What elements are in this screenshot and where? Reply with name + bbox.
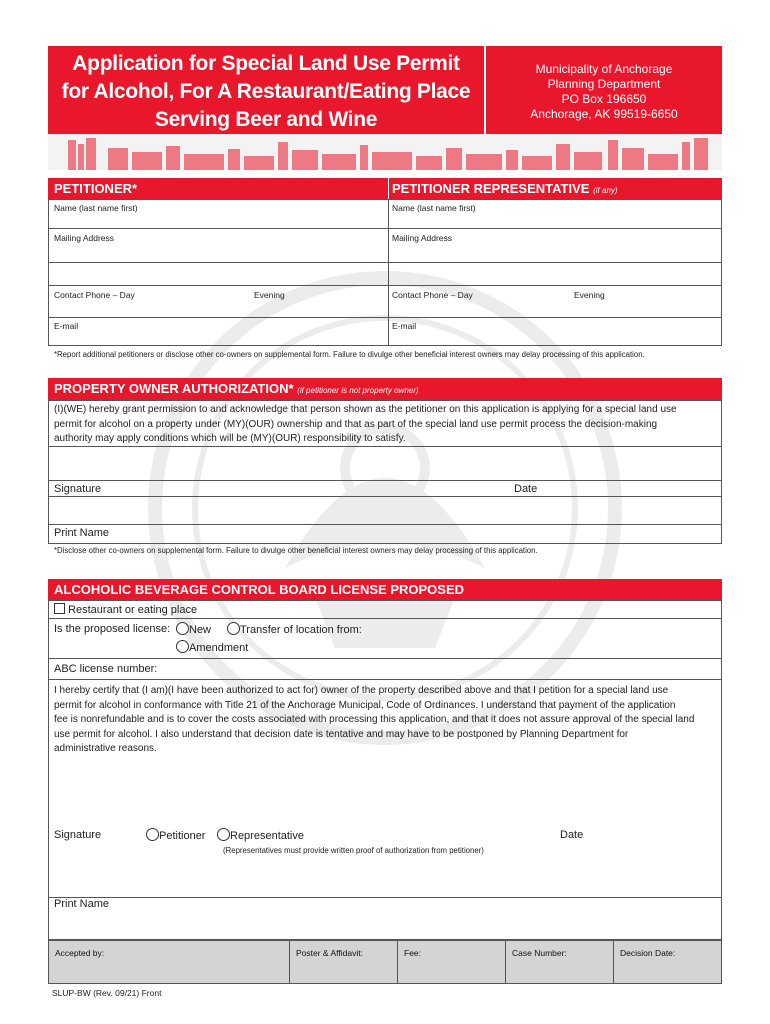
column-divider xyxy=(388,199,389,346)
department-address xyxy=(486,46,722,134)
row-divider xyxy=(48,446,722,447)
petitioner-name-field[interactable]: Name (last name first) xyxy=(54,203,138,213)
form-revision-footer: SLUP-BW (Rev. 09/21) Front xyxy=(52,988,162,998)
certification-line: permit for alcohol in conformance with Title 21 of the Anchorage Municipal, Code of Ordinances. I understand that payment of the application xyxy=(54,699,676,711)
case-number-label: Case Number: xyxy=(512,948,567,958)
signer-petitioner-label: Petitioner xyxy=(159,830,206,842)
certification-line: fee is nonrefundable and is to cover the costs associated with processing this application, and that it does not assure approval of the special land xyxy=(54,714,695,725)
row-divider xyxy=(48,317,722,318)
row-divider xyxy=(48,524,722,525)
representative-heading xyxy=(389,178,722,199)
signer-petitioner-option[interactable] xyxy=(146,828,205,842)
petitioner-mailing-field[interactable]: Mailing Address xyxy=(54,233,115,243)
certification-line: I hereby certify that (I am)(I have been authorized to act for) owner of the property described above and that I petition for a special land use xyxy=(54,685,669,696)
address-line: Municipality of Anchorage xyxy=(535,62,673,76)
petitioner-heading-text: PETITIONER* xyxy=(54,181,138,196)
representative-phone-day-field[interactable]: Contact Phone – Day xyxy=(392,290,473,300)
row-divider xyxy=(48,618,722,619)
accepted-by-label: Accepted by: xyxy=(55,948,105,958)
petitioner-evening-field[interactable]: Evening xyxy=(254,290,285,300)
applicant-print-name-field[interactable]: Print Name xyxy=(54,898,110,910)
amendment-option[interactable] xyxy=(176,640,248,654)
row-divider xyxy=(48,496,722,497)
petitioner-phone-day-field[interactable]: Contact Phone – Day xyxy=(54,290,135,300)
transfer-location-option[interactable] xyxy=(227,622,362,636)
amendment-radio[interactable] xyxy=(176,640,189,653)
address-line: PO Box 196650 xyxy=(561,92,647,106)
form-title-line: Serving Beer and Wine xyxy=(154,108,378,131)
signer-representative-radio[interactable] xyxy=(217,828,230,841)
abc-license-heading xyxy=(48,579,722,600)
representative-evening-field[interactable]: Evening xyxy=(574,290,605,300)
poster-affidavit-cell xyxy=(289,941,397,983)
signer-representative-label: Representative xyxy=(230,830,304,842)
row-divider xyxy=(48,262,722,263)
petitioner-heading xyxy=(48,178,388,199)
representative-email-field[interactable]: E-mail xyxy=(392,321,417,331)
applicant-signature-field[interactable]: Signature xyxy=(54,829,102,841)
address-line: Anchorage, AK 99519-6650 xyxy=(530,107,678,121)
fee-label: Fee: xyxy=(404,948,422,958)
owner-authorization-footnote: *Disclose other co-owners on supplemental form. Failure to divulge other beneficial interest owners may delay processing of this application. xyxy=(54,546,538,555)
certification-line: administrative reasons. xyxy=(54,743,157,754)
representative-heading-note: (if any) xyxy=(593,186,618,195)
form-title xyxy=(48,46,484,134)
owner-signature-field[interactable]: Signature xyxy=(54,483,102,495)
fee-cell xyxy=(397,941,505,983)
owner-authorization-heading xyxy=(48,378,722,400)
transfer-location-label: Transfer of location from: xyxy=(240,624,362,636)
amendment-label: Amendment xyxy=(189,642,249,654)
row-divider xyxy=(48,228,722,229)
row-divider xyxy=(48,480,722,481)
restaurant-option-label: Restaurant or eating place xyxy=(68,604,198,616)
accepted-by-cell xyxy=(49,941,289,983)
petitioner-footnote: *Report additional petitioners or disclose other co-owners on supplemental form. Failure to divulge other beneficial interest owners may delay processing of this application. xyxy=(54,350,645,359)
poster-affidavit-label: Poster & Affidavit: xyxy=(296,948,363,958)
form-title-line: for Alcohol, For A Restaurant/Eating Place xyxy=(61,80,471,103)
owner-authorization-heading-note: (if petitioner is not property owner) xyxy=(297,386,419,395)
new-license-label: New xyxy=(189,624,212,636)
applicant-date-field[interactable]: Date xyxy=(560,829,584,841)
petitioner-email-field[interactable]: E-mail xyxy=(54,321,79,331)
new-license-option[interactable] xyxy=(176,622,211,636)
owner-authorization-line: permit for alcohol on a property under (MY)(OUR) ownership and that as part of the special land use permit process the decision-making xyxy=(54,418,658,430)
form-title-line: Application for Special Land Use Permit xyxy=(72,52,460,75)
is-proposed-label: Is the proposed license: xyxy=(54,623,171,635)
address-line: Planning Department xyxy=(547,77,661,91)
signer-petitioner-radio[interactable] xyxy=(146,828,159,841)
city-skyline-graphic xyxy=(48,134,722,170)
representative-proof-note: (Representatives must provide written proof of authorization from petitioner) xyxy=(223,846,484,855)
transfer-location-radio[interactable] xyxy=(227,622,240,635)
petitioner-table xyxy=(48,199,722,346)
owner-authorization-heading-text: PROPERTY OWNER AUTHORIZATION* xyxy=(54,381,294,396)
new-license-radio[interactable] xyxy=(176,622,189,635)
signer-representative-option[interactable] xyxy=(217,828,304,842)
representative-name-field[interactable]: Name (last name first) xyxy=(392,203,476,213)
owner-authorization-line: (I)(WE) hereby grant permission to and acknowledge that person shown as the petitioner on this application is applying for a special land use xyxy=(54,404,677,415)
restaurant-checkbox[interactable] xyxy=(54,603,65,614)
abc-license-number-field[interactable]: ABC license number: xyxy=(54,663,158,675)
owner-date-field[interactable]: Date xyxy=(514,483,538,495)
owner-authorization-line: authority may apply conditions which will be (MY)(OUR) responsibility to satisfy. xyxy=(54,433,406,444)
certification-line: use permit for alcohol. I also understand that decision date is tentative and may have to be postponed by Planning Department for xyxy=(54,728,629,740)
owner-authorization-text xyxy=(54,403,718,447)
row-divider xyxy=(48,658,722,659)
decision-date-cell xyxy=(613,941,721,983)
certification-text xyxy=(54,684,718,757)
restaurant-option[interactable] xyxy=(54,603,197,616)
representative-heading-text: PETITIONER REPRESENTATIVE xyxy=(392,181,590,196)
row-divider xyxy=(48,897,722,898)
form-header xyxy=(48,46,722,134)
office-use-box xyxy=(48,940,722,984)
row-divider xyxy=(48,285,722,286)
owner-print-name-field[interactable]: Print Name xyxy=(54,527,110,539)
representative-mailing-field[interactable]: Mailing Address xyxy=(392,233,453,243)
decision-date-label: Decision Date: xyxy=(620,948,676,958)
abc-license-heading-text: ALCOHOLIC BEVERAGE CONTROL BOARD LICENSE PROPOSED xyxy=(54,582,465,597)
case-number-cell xyxy=(505,941,613,983)
